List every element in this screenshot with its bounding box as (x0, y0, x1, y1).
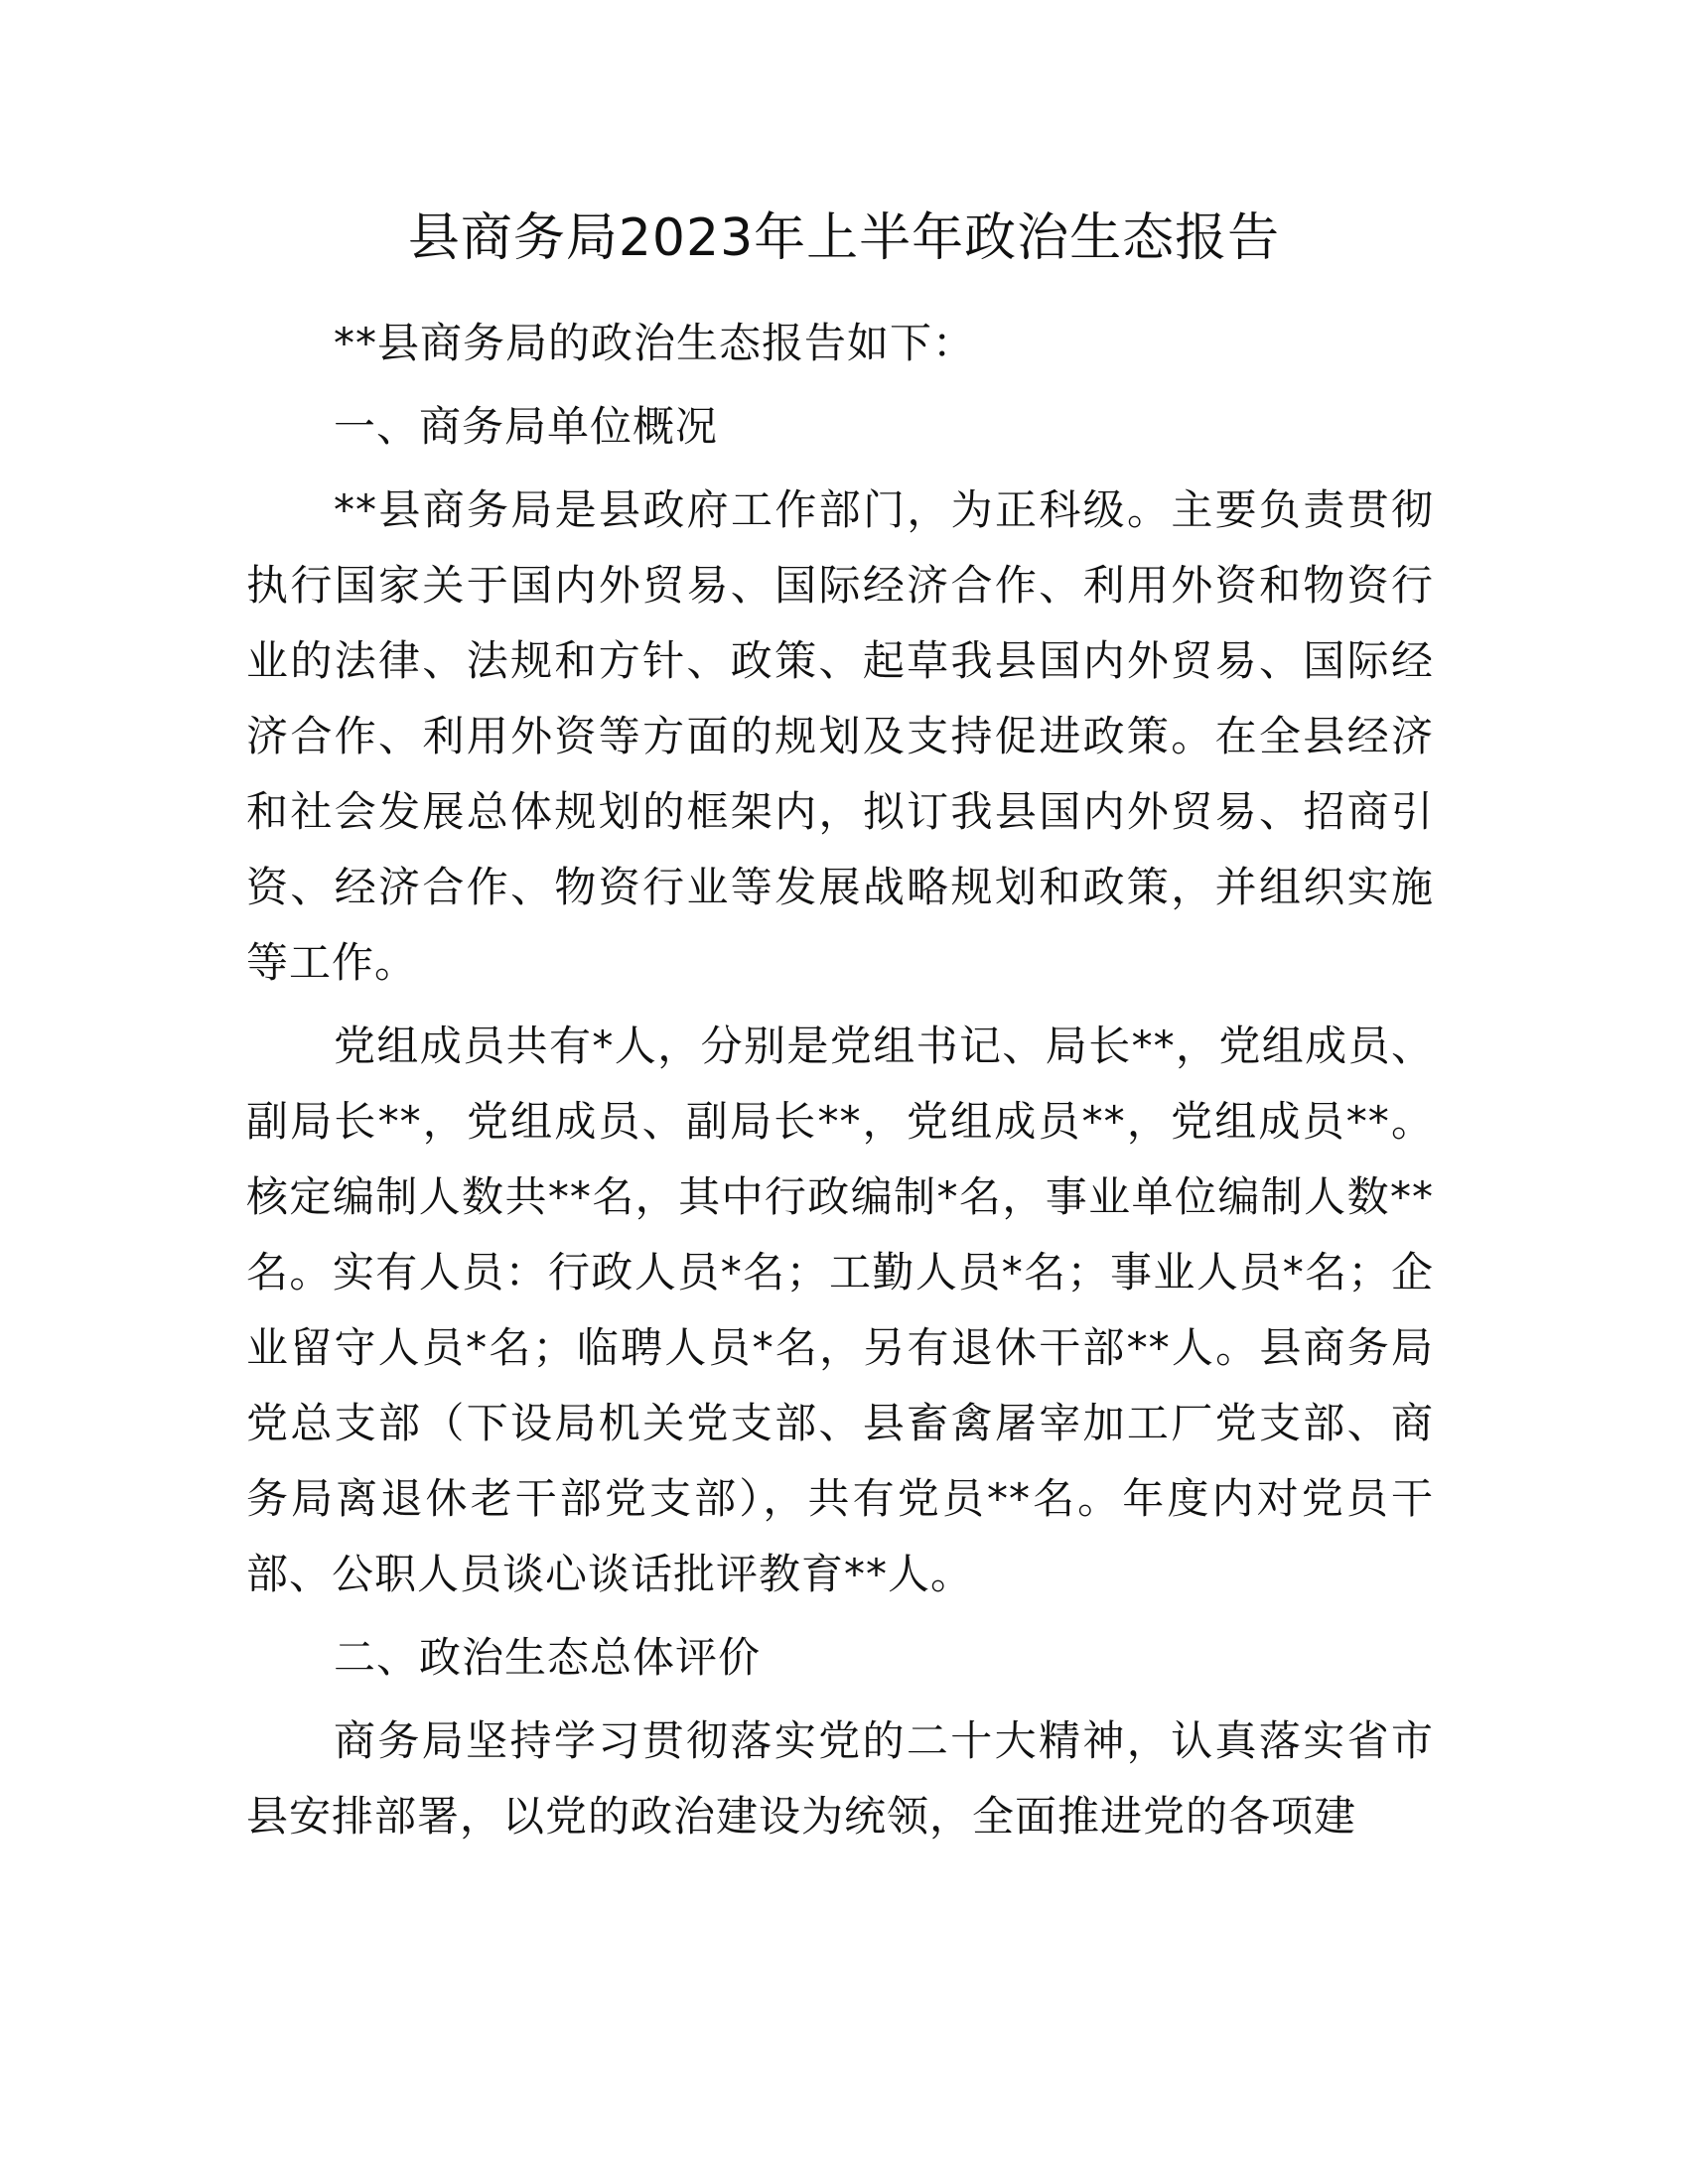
document-title: 县商务局2023年上半年政治生态报告 (407, 208, 1281, 268)
section-1-heading: 一、商务局单位概况 (334, 402, 719, 451)
document-body (246, 306, 1434, 1862)
section-2-heading: 二、政治生态总体评价 (334, 1633, 762, 1682)
section-2-paragraph-1: 商务局坚持学习贯彻落实党的二十大精神，认真落实省市县安排部署，以党的政治建设为统领，全面推进党的各项建 (246, 1716, 1434, 1841)
intro-paragraph: **县商务局的政治生态报告如下： (334, 319, 976, 367)
section-1-paragraph-1: **县商务局是县政府工作部门，为正科级。主要负责贯彻执行国家关于国内外贸易、国际经济合作、利用外资和物资行业的法律、法规和方针、政策、起草我县国内外贸易、国际经济合作、利用外资等方面的规划及支持促进政策。在全县经济和社会发展总体规划的框架内，拟订我县国内外贸易、招商引资、经济合作、物资行业等发展战略规划和政策，并组织实施等工作。 (246, 485, 1434, 987)
section-1-paragraph-2: 党组成员共有*人，分别是党组书记、局长**，党组成员、副局长**，党组成员、副局长**，党组成员**，党组成员**。核定编制人数共**名，其中行政编制*名，事业单位编制人数**名。实有人员：行政人员*名；工勤人员*名；事业人员*名；企业留守人员*名；临聘人员*名，另有退休干部**人。县商务局党总支部（下设局机关党支部、县畜禽屠宰加工厂党支部、商务局离退休老干部党支部），共有党员**名。年度内对党员干部、公职人员谈心谈话批评教育**人。 (246, 1022, 1434, 1598)
